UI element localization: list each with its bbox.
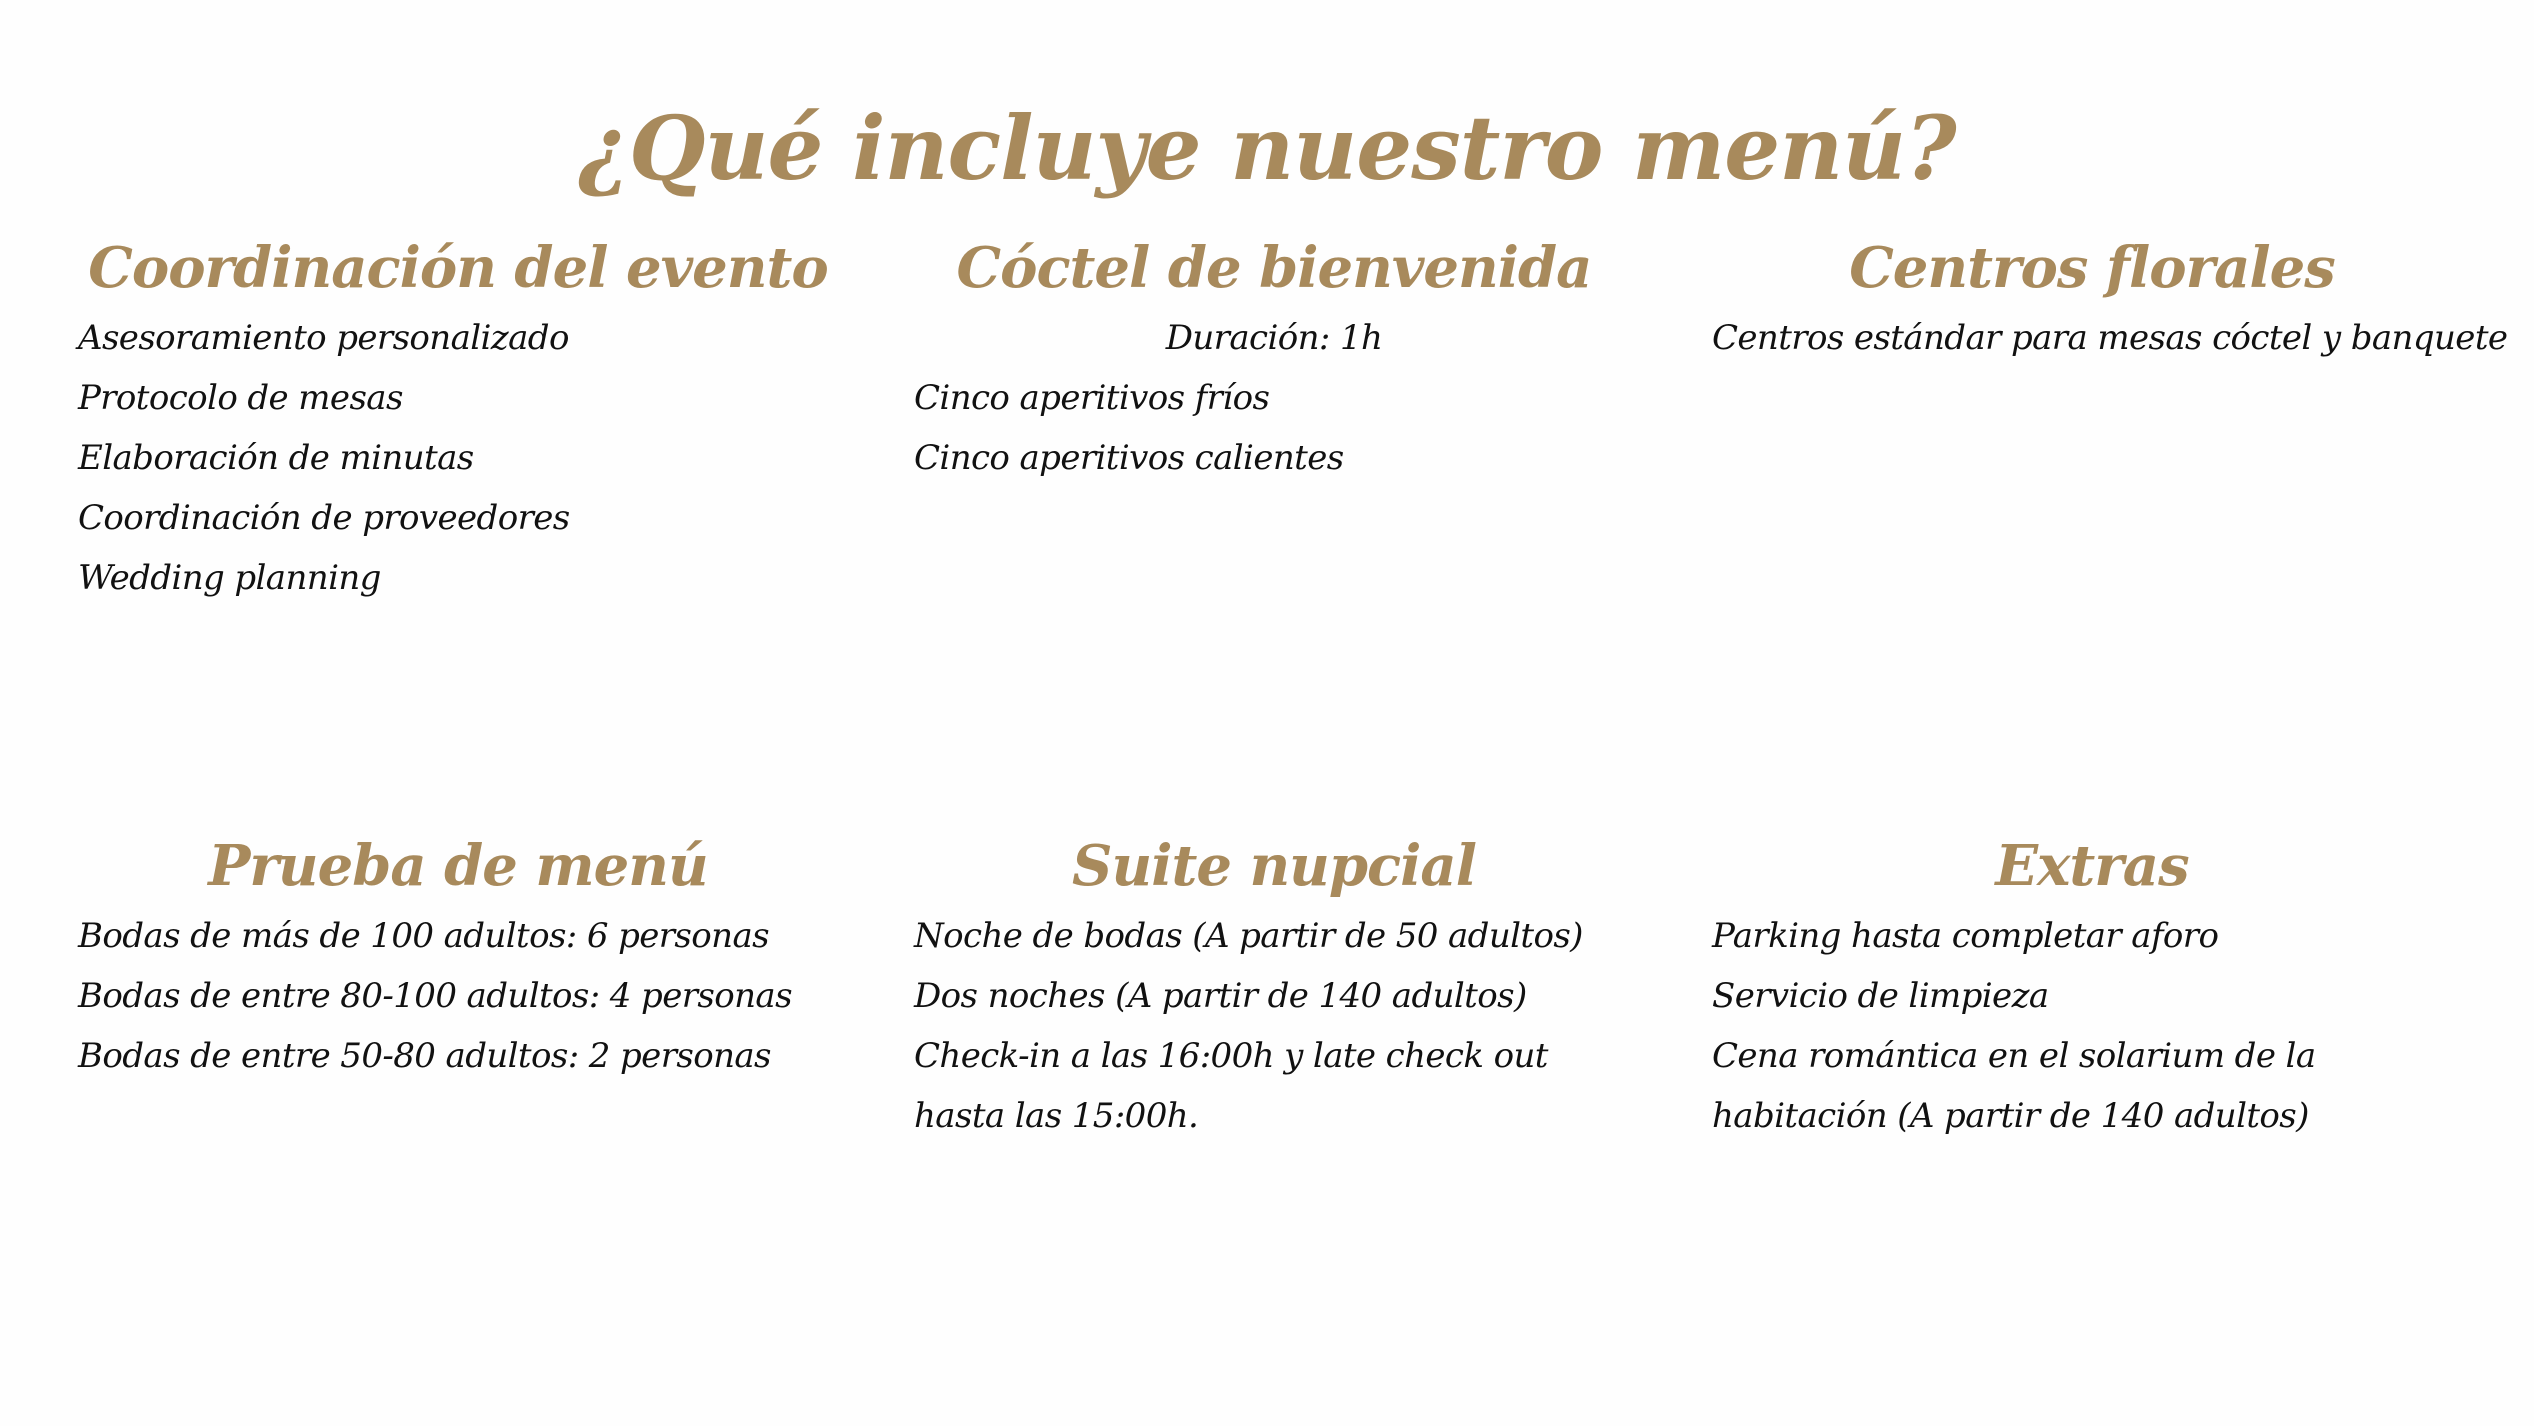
list-item: Coordinación de proveedores <box>78 498 570 538</box>
list-item: Bodas de entre 80-100 adultos: 4 personas <box>78 976 792 1016</box>
section-suite-nupcial <box>914 826 1634 1146</box>
list-item: Duración: 1h <box>1165 318 1383 358</box>
list-item: Noche de bodas (A partir de 50 adultos) <box>914 916 1583 956</box>
list-item: Centros estándar para mesas cóctel y banquete <box>1712 318 2508 358</box>
list-item: Cinco aperitivos calientes <box>914 438 1344 478</box>
section-heading: Coordinación del evento <box>88 235 828 301</box>
list-item: Parking hasta completar aforo <box>1712 916 2219 956</box>
list-item: Bodas de más de 100 adultos: 6 personas <box>78 916 769 956</box>
section-heading: Centros florales <box>1849 235 2335 301</box>
section-extras <box>1712 826 2472 1146</box>
section-heading: Cóctel de bienvenida <box>956 235 1592 301</box>
section-centros-florales <box>1712 228 2508 368</box>
list-item: Cinco aperitivos fríos <box>914 378 1270 418</box>
item-list <box>1712 906 2472 1146</box>
list-item: Check-in a las 16:00h y late check out hasta las 15:00h. <box>914 1036 1548 1136</box>
list-item: Bodas de entre 50-80 adultos: 2 personas <box>78 1036 771 1076</box>
list-item: Dos noches (A partir de 140 adultos) <box>914 976 1527 1016</box>
section-heading: Prueba de menú <box>208 833 708 899</box>
page-title: ¿Qué incluye nuestro menú? <box>578 95 1956 200</box>
section-heading: Extras <box>1995 833 2189 899</box>
section-coordinacion-del-evento <box>78 228 838 608</box>
item-list <box>78 308 838 608</box>
list-item: Elaboración de minutas <box>78 438 474 478</box>
list-item: Servicio de limpieza <box>1712 976 2049 1016</box>
item-list <box>914 906 1634 1146</box>
section-coctel-de-bienvenida <box>914 228 1634 488</box>
item-list <box>1712 308 2508 368</box>
item-list <box>78 906 838 1086</box>
list-item: Asesoramiento personalizado <box>78 318 569 358</box>
list-item: Wedding planning <box>78 558 381 598</box>
list-item: Cena romántica en el solarium de la habitación (A partir de 140 adultos) <box>1712 1036 2316 1136</box>
section-prueba-de-menu <box>78 826 838 1086</box>
section-heading: Suite nupcial <box>1072 833 1476 899</box>
item-list <box>914 308 1634 488</box>
list-item: Protocolo de mesas <box>78 378 403 418</box>
